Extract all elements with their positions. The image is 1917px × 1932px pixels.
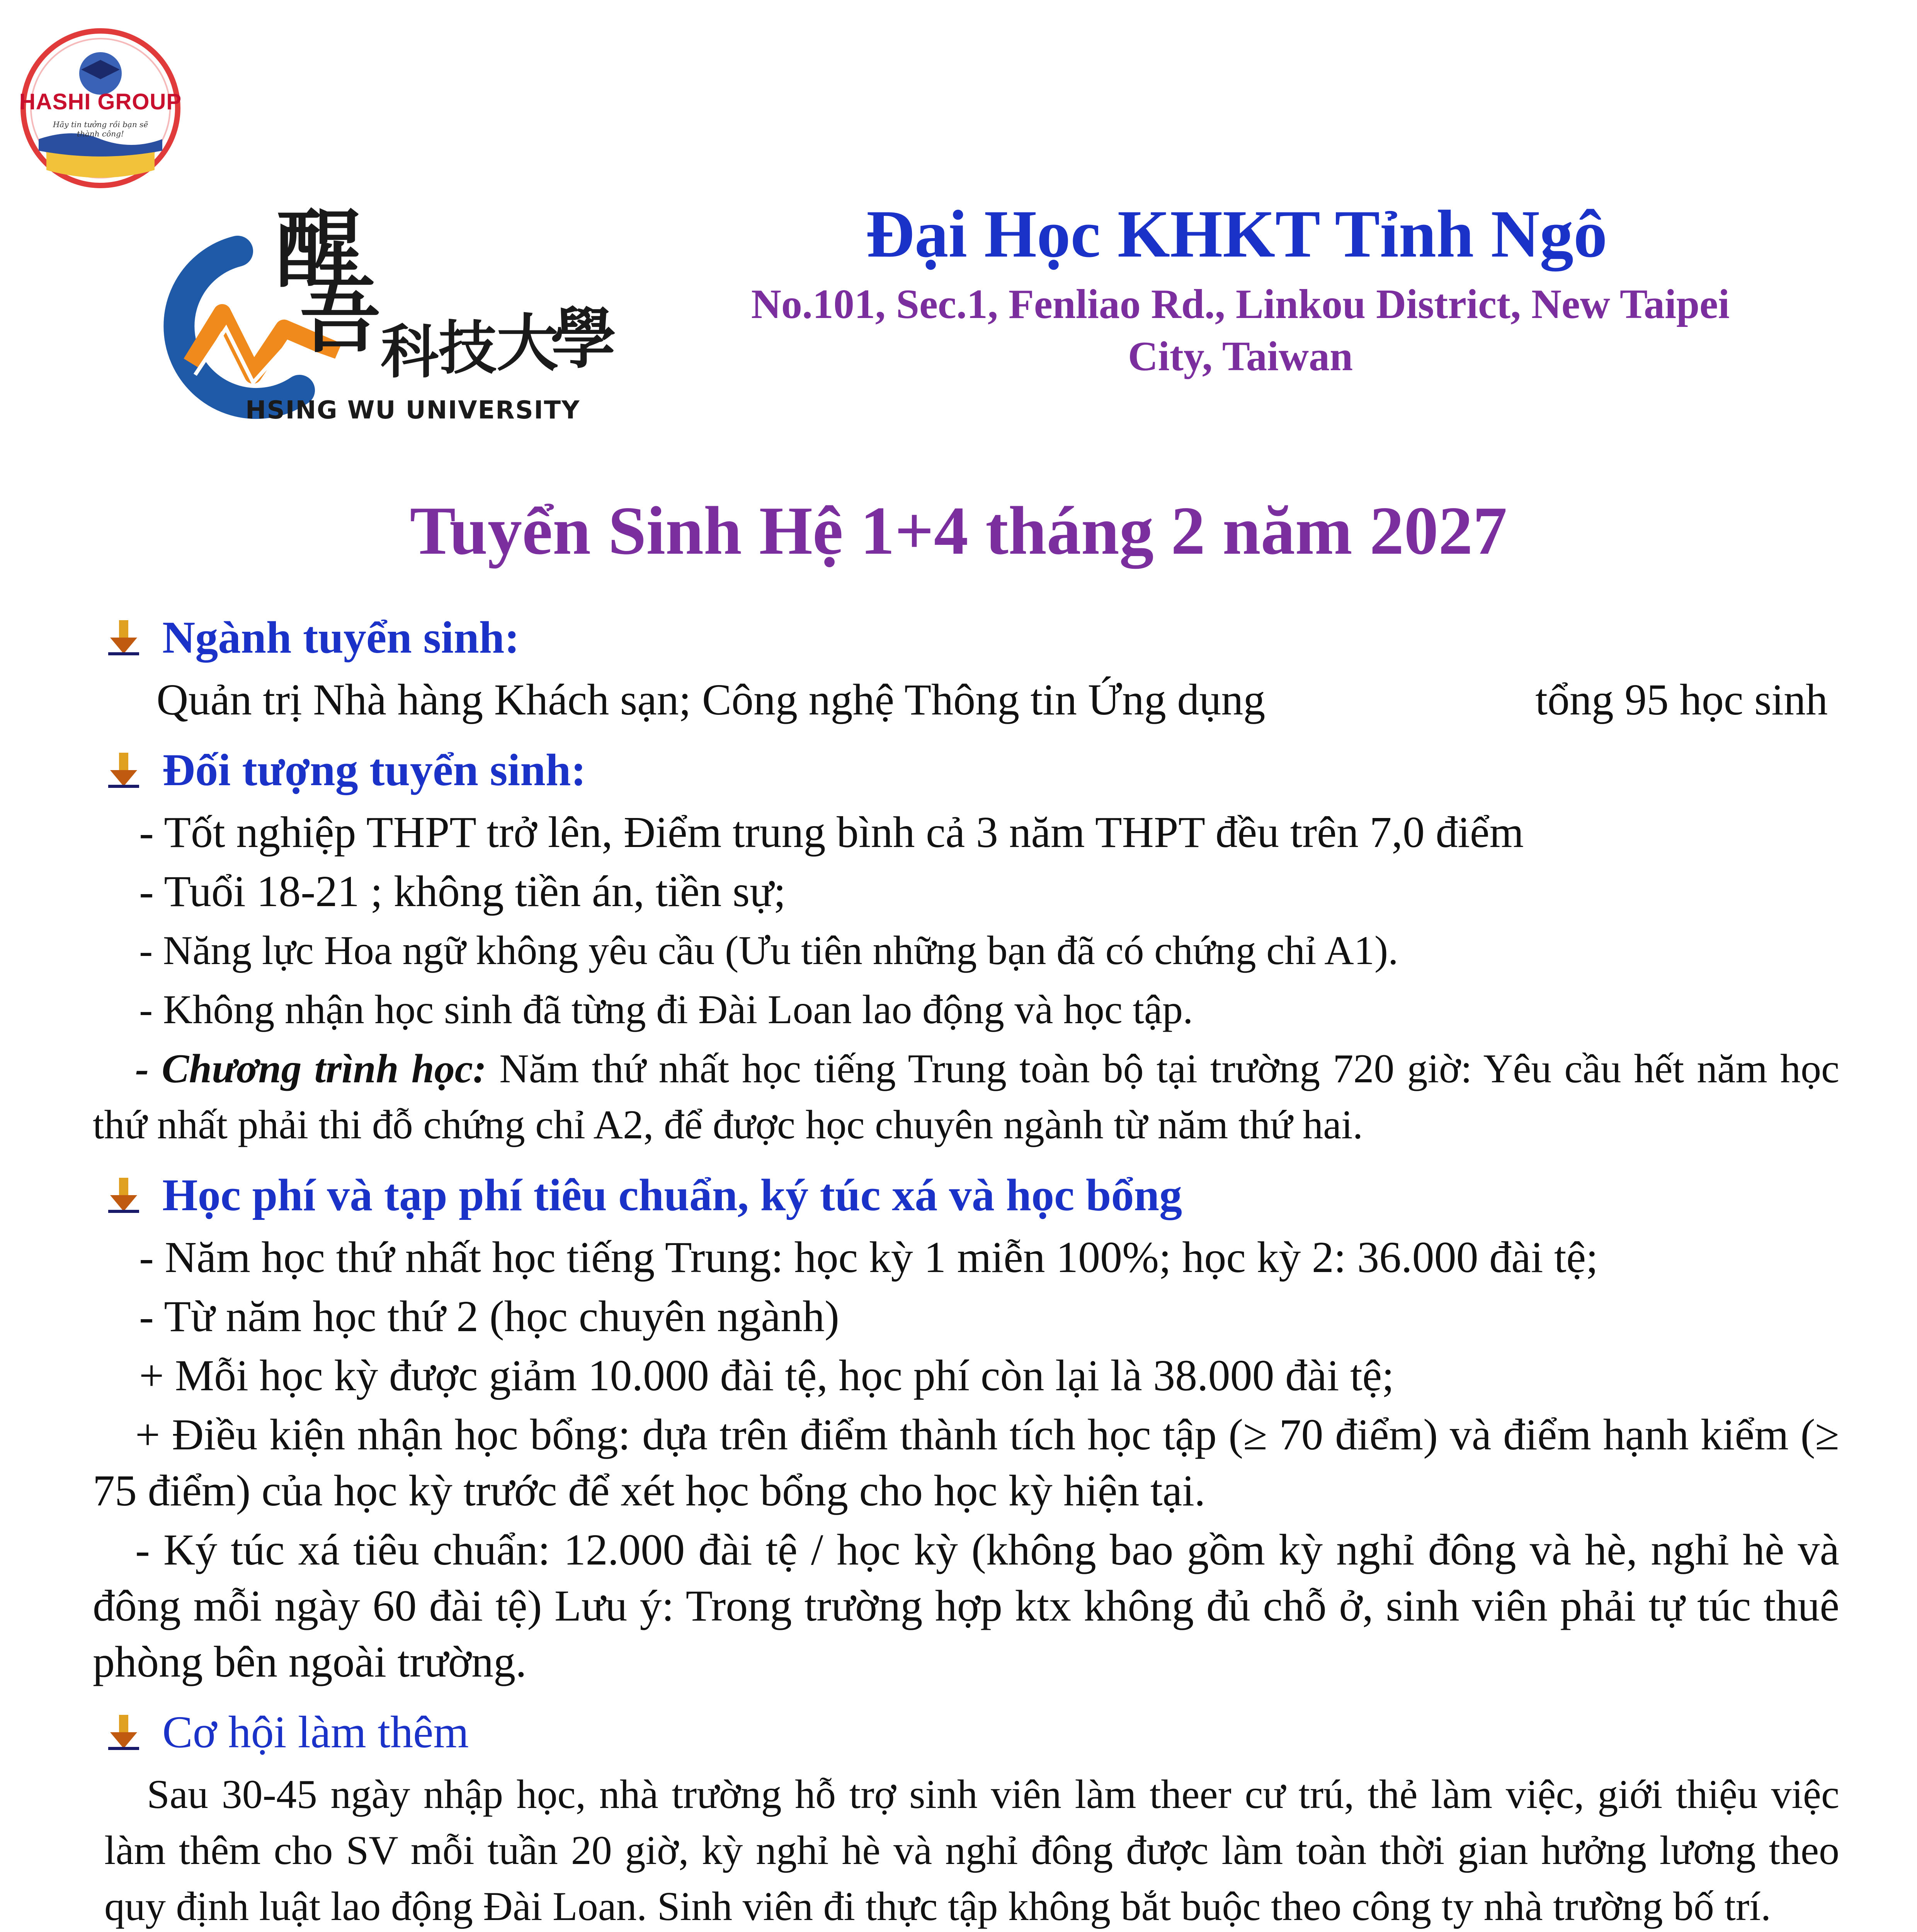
program-paragraph [93,1041,1839,1153]
arrow-down-bullet-icon [104,1713,143,1752]
section-heading-majors [93,607,1839,668]
dorm-paragraph: - Ký túc xá tiêu chuẩn: 12.000 đài tệ / học kỳ (không bao gồm kỳ nghỉ đông và hè, nghỉ hè và đông mỗi ngày 60 đài tệ) Lưu ý: Trong trường hợp ktx không đủ chỗ ở, sinh viên phải tự túc thuê phòng bên ngoài trường. [93,1525,1839,1686]
hw-char: 學 [551,300,617,378]
section-heading-text: Cơ hội làm thêm [162,1707,469,1757]
majors-row [93,672,1839,728]
document-body [93,595,1839,1932]
eligibility-item: - Không nhận học sinh đã từng đi Đài Loan lao động và học tập. [139,987,1193,1032]
fee-item: - Từ năm học thứ 2 (học chuyên ngành) [139,1292,839,1341]
address-line-1: No.101, Sec.1, Fenliao Rd., Linkou District, New Taipei [751,281,1730,327]
fee-item: - Năm học thứ nhất học tiếng Trung: học kỳ 1 miễn 100%; học kỳ 2: 36.000 đài tệ; [139,1233,1598,1282]
scholarship-paragraph: + Điều kiện nhận học bổng: dựa trên điểm thành tích học tập (≥ 70 điểm) và điểm hạnh kiểm (≥ 75 điểm) của học kỳ trước để xét học bổng cho học kỳ hiện tại. [93,1410,1839,1515]
address-line-2: City, Taiwan [1128,333,1353,379]
hw-char: 技 [439,314,497,382]
hw-char: 醒 [276,199,362,299]
section-heading-eligibility [93,739,1839,801]
university-title: Đại Học KHKT Tỉnh Ngô [866,196,1607,271]
arrow-down-bullet-icon [104,618,143,657]
hashi-slogan: Hãy tin tưởng rồi bạn sẽ thành công! [53,120,148,138]
arrow-down-bullet-icon [104,751,143,789]
parttime-paragraph: Sau 30-45 ngày nhập học, nhà trường hỗ trợ sinh viên làm theer cư trú, thẻ làm việc, giới thiệu việc làm thêm cho SV mỗi tuần 20 giờ, kỳ nghỉ hè và nghỉ đông được làm toàn thời gian hưởng lương theo quy định luật lao động Đài Loan. Sinh viên đi thực tập không bắt buộc theo công ty nhà trường bố trí. [104,1772,1839,1929]
section-heading-text: Ngành tuyển sinh: [162,612,520,663]
section-heading-parttime [93,1701,1839,1763]
hsing-wu-university-logo [137,178,617,425]
section-heading-text: Đối tượng tuyển sinh: [162,745,586,795]
eligibility-item: - Tuổi 18-21 ; không tiền án, tiền sự; [139,867,786,916]
section-heading-fees [93,1164,1839,1226]
university-address [707,278,1774,383]
eligibility-item: - Năng lực Hoa ngữ không yêu cầu (Ưu tiên những bạn đã có chứng chỉ A1). [139,928,1398,973]
hsing-wu-english-name: HSING WU UNIVERSITY [245,396,580,425]
majors-total: tổng 95 học sinh [1535,675,1828,724]
hashi-group-logo [15,23,185,193]
page-title: Tuyển Sinh Hệ 1+4 tháng 2 năm 2027 [410,492,1507,569]
hashi-brand-name: HASHI GROUP [19,89,182,114]
majors-list: Quản trị Nhà hàng Khách sạn; Công nghệ Thông tin Ứng dụng [156,675,1266,724]
hsing-wu-chinese-name [245,178,617,394]
fee-item: + Mỗi học kỳ được giảm 10.000 đài tệ, học phí còn lại là 38.000 đài tệ; [139,1351,1394,1400]
section-heading-text: Học phí và tạp phí tiêu chuẩn, ký túc xá và học bổng [162,1170,1182,1220]
program-label: - Chương trình học: [135,1046,487,1091]
program-text: Năm thứ nhất học tiếng Trung toàn bộ tại trường 720 giờ: Yêu cầu hết năm học thứ nhất phải thi đỗ chứng chỉ A2, để được học chuyên ngành từ năm thứ hai. [93,1046,1839,1147]
eligibility-item: - Tốt nghiệp THPT trở lên, Điểm trung bình cả 3 năm THPT đều trên 7,0 điểm [139,808,1524,857]
arrow-down-bullet-icon [104,1176,143,1214]
hw-char: 大 [497,307,559,379]
hw-char: 科 [381,318,439,386]
hw-char: 吾 [299,268,381,364]
